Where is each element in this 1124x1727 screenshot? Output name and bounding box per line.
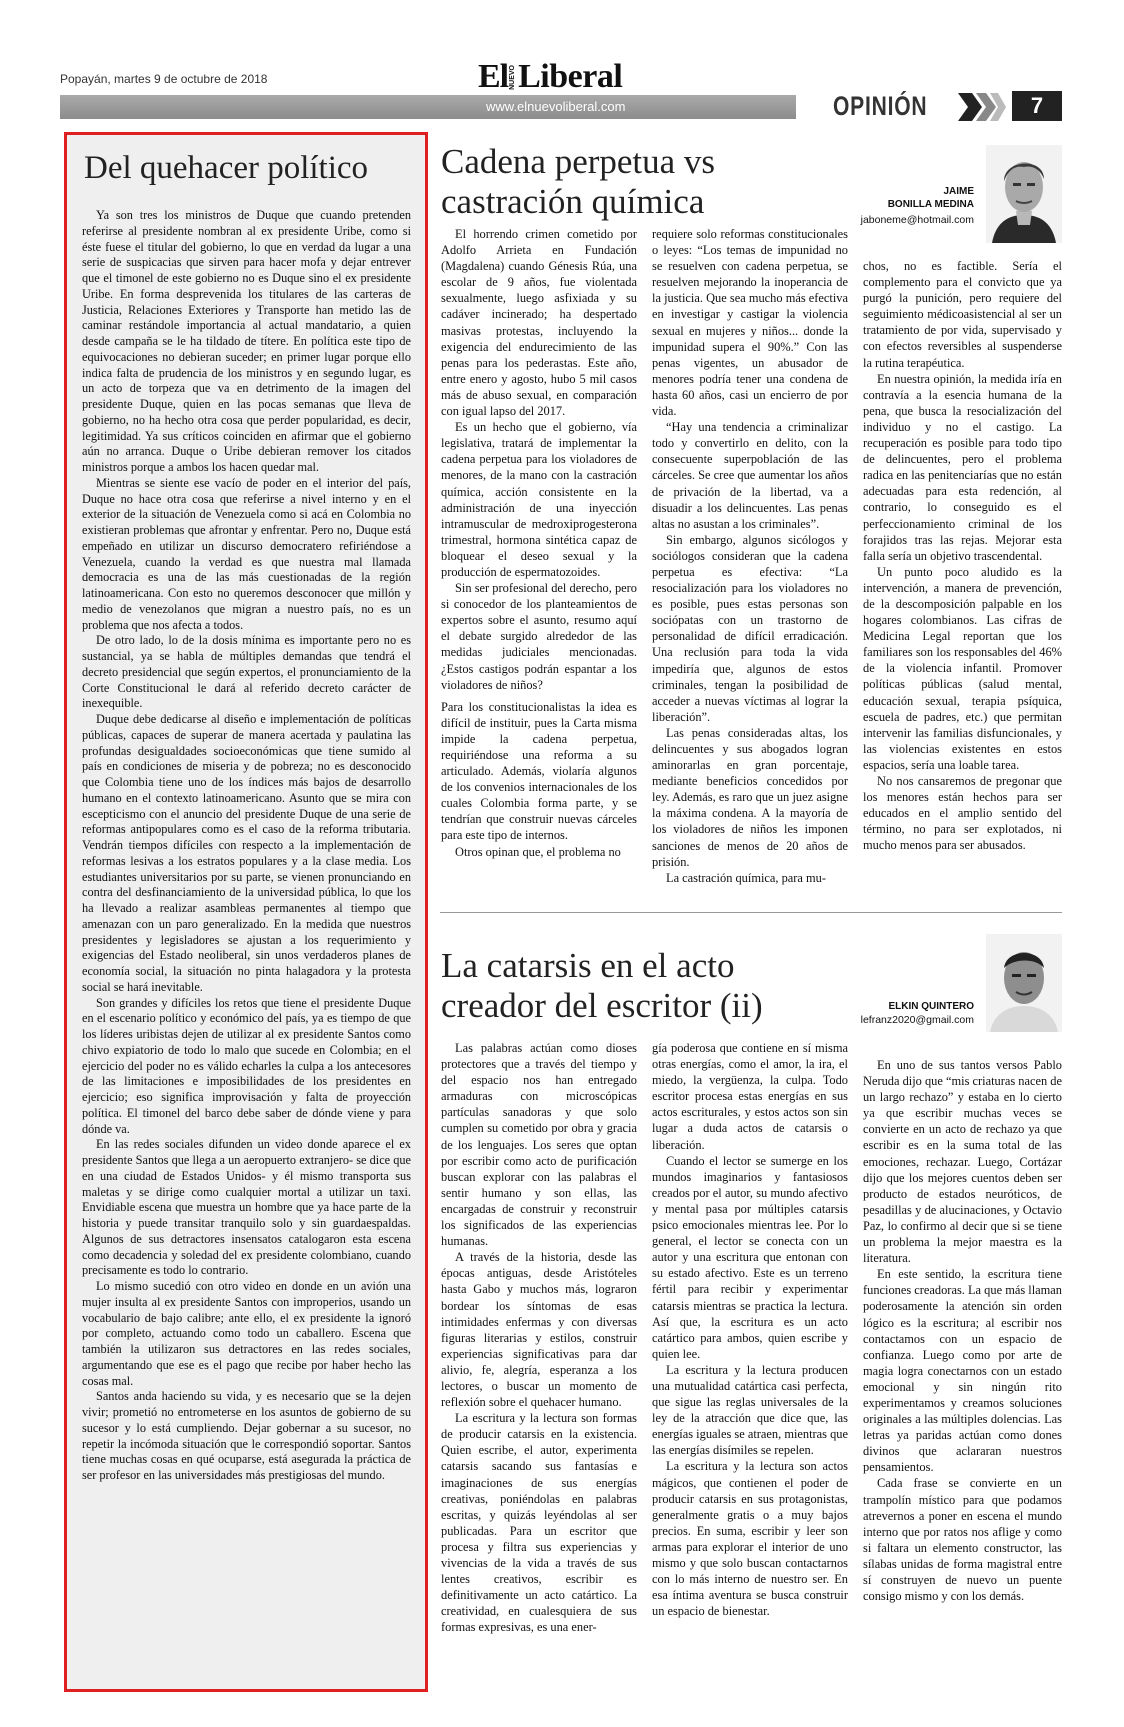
paragraph: Un punto poco aludido es la intervención, a manera de prevención, de la descomposición palpable en los hogares colombianos. Las cifras de Medicina Legal reportan que los familiares son los responsables del 46% de la violencia infantil. Promover políticas públicas (salud mental, educación sexual, terapia psíquica, escuela de padres, etc.) que permitan intervenir las familias disfuncionales, y las violencias existentes en estos espacios, sería una loable tarea. <box>863 564 1062 772</box>
paragraph: Sin ser profesional del derecho, pero si conocedor de los planteamientos de expertos sobre el asunto, resumo aquí el debate surgido alrededor de las medidas judiciales mencionadas. ¿Estos castigos podrán espantar a los violadores de niños? <box>441 581 637 692</box>
author-photo <box>986 145 1062 243</box>
paragraph: Es un hecho que el gobierno, vía legislativa, tratará de implementar la cadena perpetua para los violadores de menores, de la mano con la castración química, acción consistente en la administración de una inyección intramuscular de medroxiprogesterona trimestral, hormona sintética capaz de bloquear el deseo sexual y la producción de espermatozoides. <box>441 420 637 579</box>
paragraph: La escritura y la lectura producen una mutualidad catártica casi perfecta, que sigue las reglas universales de la ley de la atracción que dice que, las energías iguales se atraen, mientras que las energías disímiles se repelen. <box>652 1362 848 1458</box>
paragraph: A través de la historia, desde las épocas antiguas, desde Aristóteles hasta Gabo y muchos más, lograron bordear los síntomas de esas intimidades enfermas y con diversas figuras literarias y estilos, construir experiencias significativas para dar alivio, fe, alegría, esperanza a los lectores, o buscar un momento de reflexión sobre el quehacer humano. <box>441 1250 637 1410</box>
paragraph: La escritura y la lectura son actos mágicos, que contienen el poder de producir catarsis en sus protagonistas, generalmente gratis o a muy bajos precios. En suma, escribir y leer son armas para explorar el interior de uno mismo y que solo buscan contactarnos con lo más interno de nuestro ser. En esa íntima aventura se busca construir un espacio de bienestar. <box>652 1459 848 1619</box>
logo-el: El <box>478 58 509 95</box>
paragraph: Santos anda haciendo su vida, y es necesario que se la dejen vivir; prometió no entrometerse en los asuntos de gobierno de su sucesor y lo está cumpliendo. Dejar gobernar a su sucesor, no repetir la incómoda situación que le correspondió soportar. Santos tiene muchas cosas en qué ocuparse, está asegurada la práctica de ser profesor en las universidades más prestigiosas del mundo. <box>82 1389 411 1482</box>
article1-col2 <box>652 226 848 886</box>
paragraph: Ya son tres los ministros de Duque que cuando pretenden referirse al presidente nombran al ex presidente Uribe, como si éste fuese el titular del gobierno, lo que en verdad da lugar a una serie de suspicacias que sirven para hacer mofa y dejar entrever que el timonel de este gobierno no es Duque sino el ex presidente Uribe. En forma desprevenida los titulares de las carteras de Justicia, Relaciones Exteriores y Transporte han metido las de caminar restándole importancia al actual mandatario, a quien desde campaña se le ha tildado de títere. En política este tipo de equivocaciones no debieran suceder; en primer lugar porque ello indica falta de prudencia de los ministros y en segundo lugar, es un acto de torpeza que va en detrimento de la imagen del presidente Duque, quien en las pocas semanas que lleva de gobierno, no ha hecho otra cosa que perder popularidad, es decir, legitimidad. Ya sus críticos coinciden en afirmar que el gobierno aún no arranca. Duque o Uribe debieran remover los citados ministros porque a ambos los hacen quedar mal. <box>82 208 411 474</box>
chevron-right-icon <box>958 93 1006 121</box>
paragraph: “Hay una tendencia a criminalizar todo y convertirlo en delito, con la consecuente superpoblación de las cárceles. Se cree que aumentar los años de privación de la libertad, va a disuadir a los delincuentes. Las penas altas no asustan a los criminales”. <box>652 420 848 531</box>
website-link[interactable]: www.elnuevoliberal.com <box>486 99 626 114</box>
article2-col3 <box>863 1057 1062 1604</box>
article2-author: ELKIN QUINTERO <box>888 1001 974 1012</box>
page-number: 7 <box>1012 91 1062 121</box>
paragraph: gía poderosa que contiene en sí misma otras energías, como el amor, la ira, el miedo, la vergüenza, la culpa. Todo escritor procesa estas energías en sus actos escriturales, y estos actos son sin lugar a duda actos de catarsis o liberación. <box>652 1041 848 1152</box>
paragraph: Mientras se siente ese vacío de poder en el interior del país, Duque no hace otra cosa que referirse a nivel interno y en el exterior de la situación de Venezuela como si acá en Colombia no existieran problemas que afrontar y enfrentar. Pero no, Duque está empeñado en utilizar un discurso democratero refiriéndose a Venezuela, cuando la verdad es que nuestra mal llamada democracia es una de las más cuestionadas de la región latinoamericana. Con esto no queremos desconocer que millón y medio de venezolanos que migran a nuestro país, no es un problema que nos afecta a todos. <box>82 475 411 632</box>
article1-col1 <box>441 226 637 860</box>
paragraph: La castración química, para mu- <box>666 870 826 885</box>
left-article-title: Del quehacer político <box>84 150 369 186</box>
paragraph: Las palabras actúan como dioses protectores que a través del tiempo y del espacio nos han entregado armaduras con microscópicas partículas sanadoras y que solo cumplen su cometido por obra y gracia de los lenguajes. Los seres que optan por escribir como acto de purificación buscan explorar con las palabras el sentir humano y son ellas, las encargadas de construir y reconstruir los significados de las experiencias humanas. <box>441 1041 637 1249</box>
left-article-body <box>82 208 411 1484</box>
article1-col3 <box>863 258 1062 853</box>
paragraph: En uno de sus tantos versos Pablo Neruda dijo que “mis criaturas nacen de un largo rechazo” y estaba en lo cierto ya que escribir muchas veces se convierte en un acto de rechazo ya que escribir es en la suma total de las emociones, rechazar. Luego, Cortázar dijo que los mejores cuentos deben ser producto de estados neuróticos, de pesadillas y de alucinaciones, y Octavio Paz, lo confirmo al decir que si se tiene un problema la mejor maestra es la literatura. <box>863 1058 1062 1266</box>
paragraph: Son grandes y difíciles los retos que tiene el presidente Duque en el escenario político y económico del país, ya es tiempo de que los líderes uribistas dejen de utilizar al ex presidente Santos como chivo expiatorio de todo lo malo que sucede en Colombia; en el ejercicio del poder no es válido echarles la culpa a los antecesores de las limitaciones e imposibilidades de los presidentes en ejercicio; eso significa improvisación y falta de proyección política. El timonel del barco debe saber de dónde viene y para dónde va. <box>82 995 411 1136</box>
paragraph: Sin embargo, algunos sicólogos y sociólogos consideran que la cadena perpetua es efectiva: “La resocialización para los violadores no es posible, pues estas personas son sociópatas con un trastorno de personalidad de difícil erradicación. Una reclusión para toda la vida impediría que, algunos de estos criminales, tengan la posibilidad de acceder a nuevas víctimas al lograr la liberación”. <box>652 532 848 724</box>
paragraph: No nos cansaremos de pregonar que los menores están hechos para ser educados en el amplio sentido del término, no para ser explotados, ni mucho menos para ser abusados. <box>863 774 1062 853</box>
paragraph: De otro lado, lo de la dosis mínima es importante pero no es sustancial, ya se habla de múltiples demandas que tendrá el decreto presidencial que según expertos, el pronunciamiento de la Corte Constitucional le dará al referido decreto carácter de inexequible. <box>82 633 411 711</box>
paragraph: En las redes sociales difunden un video donde aparece el ex presidente Santos que llega a un aeropuerto extranjero- se dice que en una ciudad de Estados Unidos- y él mismo transporta sus maletas y se dirige como cualquier mortal a utilizar un taxi. Envidiable escena que muestra un hombre que ya hace parte de la historia y puede transitar tranquilo solo y sin guardaespaldas. Algunos de sus detractores insensatos catalogaron esta escena como decadencia y soledad del ex presidente colombiano, cuando precisamente es todo lo contrario. <box>82 1137 411 1278</box>
logo-nuevo: NUEVO <box>509 65 517 90</box>
paragraph: Otros opinan que, el problema no <box>455 844 621 859</box>
paragraph: La escritura y la lectura son formas de producir catarsis en la existencia. Quien escribe, el autor, experimenta catarsis sacando sus fantasías e imaginaciones de sus energías creativas, poniéndolas en palabras escritas, y quizás leyéndolas al ser publicadas. Para un escritor que procesa y filtra sus experiencias y vivencias de la vida a través de sus lentes creativos, escribir es definitivamente un acto catártico. La creatividad, en cualesquiera de sus formas expresivas, es una ener- <box>441 1411 637 1635</box>
article2-col2 <box>652 1040 848 1619</box>
newspaper-logo <box>478 58 648 95</box>
paragraph: Las penas consideradas altas, los delincuentes y sus abogados logran aminorarlas en gran porcentaje, mediante beneficios concedidos por ley. Además, es raro que un juez asigne la máxima condena. A la mayoría de los violadores de niños les imponen sanciones de menos de 20 años de prisión. <box>652 725 848 869</box>
paragraph: requiere solo reformas constitucionales o leyes: “Los temas de impunidad no se resuelven con cadena perpetua, se resuelven mejorando la inoperancia de la justicia. Que sea mucho más efectiva en investigar y castigar la violencia sexual en mujeres y niños... donde la impunidad supera el 90%.” Con las penas vigentes, un abusador de menores podría tener una condena de hasta 60 años, casi un encierro de por vida. <box>652 227 848 419</box>
paragraph: chos, no es factible. Sería el complemento para el convicto que ya purgó la punición, pero requiere del seguimiento médicoasistencial al ser un tratamiento de por vida, supervisado y con efectos reversibles al suspenderse la rutina terapéutica. <box>863 259 1062 370</box>
logo-liberal: Liberal <box>518 58 623 95</box>
paragraph: En este sentido, la escritura tiene funciones creadoras. La que más llaman poderosamente la atención sin orden lógico es la escritura; al escribir nos contactamos con un espacio de confianza. Luego como por arte de magia logra conectarnos con un estado emocional y sin ningún rito experimentamos y creamos soluciones originales a las múltiples dolencias. Las letras ya paridas actúan como dones divinos que aclararan nuestros pensamientos. <box>863 1267 1062 1475</box>
article2-email[interactable]: lefranz2020@gmail.com <box>860 1014 974 1026</box>
header-bar <box>60 95 796 119</box>
publication-date: Popayán, martes 9 de octubre de 2018 <box>60 72 268 86</box>
article1-title: Cadena perpetua vs castración química <box>441 142 716 221</box>
article1-email[interactable]: jaboneme@hotmail.com <box>860 214 974 226</box>
paragraph: El horrendo crimen cometido por Adolfo Arrieta en Fundación (Magdalena) cuando Génesis Rúa, una escolar de 9 años, fue violentada sexualmente, luego asfixiada y su cadáver incinerado; ha despertado masivas protestas, incluyendo la exigencia del endurecimiento de las penas para los pederastas. Este año, entre enero y agosto, hubo 5 mil casos más de abuso sexual, en comparación con igual lapso del 2017. <box>441 227 637 419</box>
author-photo <box>986 934 1062 1032</box>
article2-title: La catarsis en el acto creador del escritor (ii) <box>441 946 763 1025</box>
article-divider <box>440 912 1062 913</box>
paragraph: Cuando el lector se sumerge en los mundos imaginarios y fantasiosos creados por el autor, su mundo afectivo y mental pasa por múltiples catarsis psico emocionales mientras lee. Por lo general, el lector se conecta con un autor y una escritura que entonan con su estado afectivo. Este es un terreno fértil para recibir y experimentar catarsis mientras se practica la lectura. Así que, la escritura es un acto catártico para ambos, quien escribe y quien lee. <box>652 1153 848 1361</box>
article2-col1 <box>441 1040 637 1635</box>
paragraph: Para los constitucionalistas la idea es difícil de instituir, pues la Carta misma impide la cadena perpetua, requiriéndose una reforma a su articulado. Además, violaría algunos de los convenios internacionales de los cuales Colombia forma parte, y se tendrían que construir nuevas cárceles para este tipo de internos. <box>441 699 637 843</box>
section-title: OPINIÓN <box>833 91 928 121</box>
paragraph: Lo mismo sucedió con otro video en donde en un avión una mujer insulta al ex presidente Santos con improperios, usando un vocabulario de bajo calibre; ante ello, el ex presidente la ignoró por completo, actuando como todo un caballero. Escena que también la utilizaron sus detractores en las redes sociales, argumentando que ese es el pago que recibe por haber hecho las cosas mal. <box>82 1279 411 1388</box>
article1-author: JAIME BONILLA MEDINA <box>887 186 974 210</box>
paragraph: En nuestra opinión, la medida iría en contravía a la esencia humana de la pena, que busca la resocialización del individuo y no el castigo. La recuperación es posible para todo tipo de delincuentes, pero el problema radica en las penitenciarías que no están adecuadas para esta redención, al contrario, lo conseguido es el perfeccionamiento criminal de los forajidos tras las rejas. Mejorar esta falla sería un objetivo trascendental. <box>863 371 1062 563</box>
paragraph: Cada frase se convierte en un trampolín místico para que podamos atrevernos a poner en escena el mundo interno que por ratos nos aflige y como si faltara un elemento constructor, las sílabas unidas de forma magistral entre sí construyen de nuevo un puente consigo mismo y con los demás. <box>863 1476 1062 1604</box>
paragraph: Duque debe dedicarse al diseño e implementación de políticas públicas, capaces de superar de manera acertada y paulatina las profundas desigualdades socioeconómicas que tiene sumido al país en condiciones de miseria y de pobreza; no es desconocido que Colombia tiene uno de los índices más bajos de desarrollo humano en el contexto latinoamericano. Asunto que se mira con escepticismo con el anuncio del presidente Duque de una serie de reformas antipopulares como es el caso de la reforma tributaria. Vendrán tiempos difíciles con respecto a la implementación de reformas lesivas a los estratos populares y a la clase media. Los estudiantes universitarios por su parte, se vienen pronunciando en contra del desfinanciamiento de la universidad pública, lo que los ha llevado a realizar asambleas permanentes al tiempo que amenazan con un paro generalizado. En la medida que nuestros presidentes y legisladores se ajustan a los requerimiento y exigencias del Estado neoliberal, sin unos verdaderos planes de economía social, la situación no pinta halagadora y la protesta social se hará inevitable. <box>82 712 411 994</box>
